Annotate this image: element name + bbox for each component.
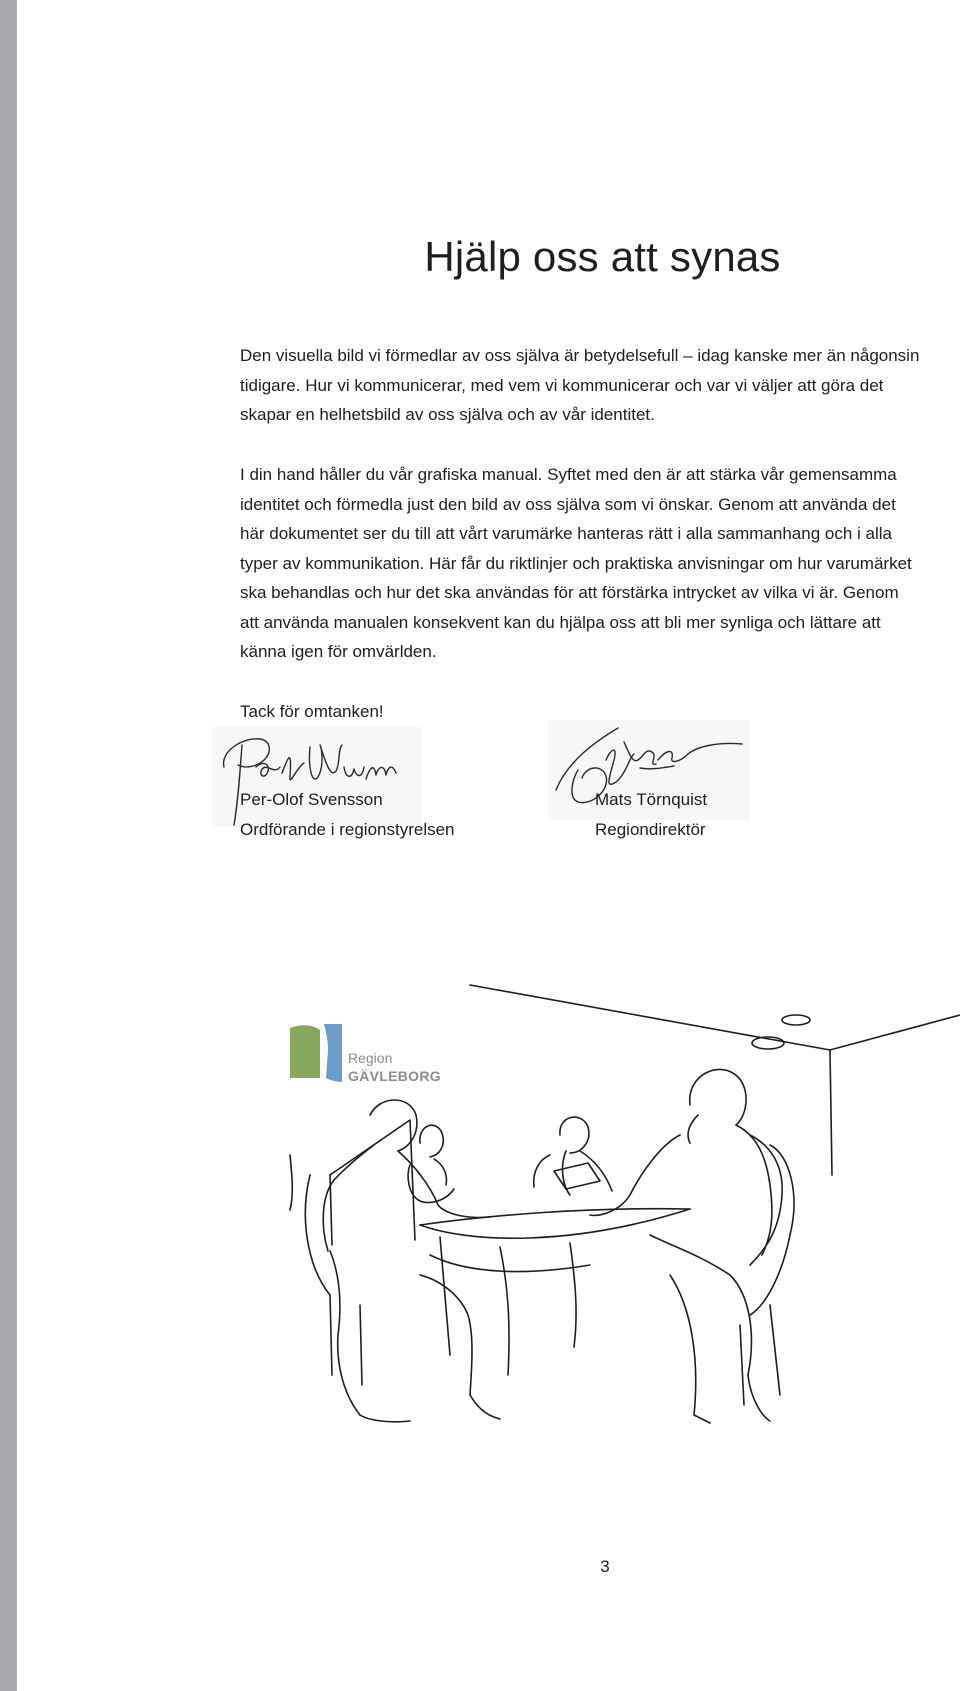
signatory-role: Ordförande i regionstyrelsen	[240, 819, 455, 839]
page-title: Hjälp oss att synas	[424, 233, 781, 280]
signatory-name: Per-Olof Svensson	[240, 790, 383, 809]
intro-paragraph: Den visuella bild vi förmedlar av oss själva är betydelsefull – idag kanske mer än någonsin tidigare. Hur vi kommunicerar, med vem vi kommunicerar och var vi väljer att göra det skapar en helhetsbild av oss själva och av vår identitet.	[240, 346, 920, 424]
manual-paragraph: I din hand håller du vår grafiska manual. Syftet med den är att stärka vår gemensamma identitet och förmedla just den bild av oss själva som vi önskar. Genom att använda det här dokumentet ser du till att vårt varumärke hanteras rätt i alla sammanhang och i alla typer av kommunikation. Här får du riktlinjer och praktiska anvisningar om hur varumärket ska behandlas och hur det ska användas för att förstärka intrycket av vilka vi är. Genom att använda manualen konsekvent kan du hjälpa oss att bli mer synliga och lättare att känna igen för omvärlden.	[240, 465, 912, 661]
logo-line2: GÄVLEBORG	[348, 1068, 441, 1084]
thanks-line: Tack för omtanken!	[240, 702, 384, 721]
logo-line1: Region	[348, 1050, 393, 1066]
signatory-1	[240, 785, 455, 844]
region-logo-icon	[290, 1020, 346, 1086]
signatory-role: Regiondirektör	[595, 819, 706, 839]
page-number: 3	[600, 1557, 610, 1576]
signatory-name: Mats Törnquist	[595, 790, 708, 809]
signatory-2	[595, 785, 707, 844]
region-logo	[290, 1020, 440, 1090]
side-bar	[0, 0, 17, 1691]
